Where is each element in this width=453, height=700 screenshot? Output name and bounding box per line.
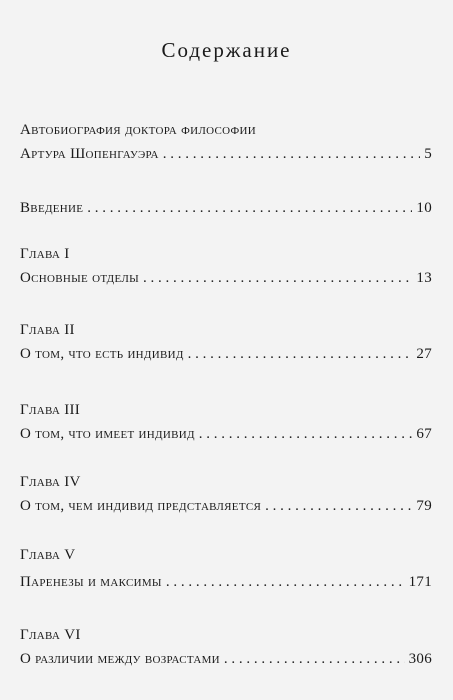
toc-entry-chapter-4[interactable] [20, 498, 432, 515]
dot-leader [143, 270, 412, 287]
dot-leader [188, 346, 413, 363]
toc-entry-chapter-6[interactable] [20, 651, 432, 668]
toc-page-number: 13 [416, 270, 432, 286]
toc-entry-autobiography-line1: Автобиография доктора философии [20, 122, 256, 138]
toc-entry-introduction[interactable] [20, 200, 432, 217]
chapter-label: Глава IV [20, 474, 81, 490]
toc-entry-title: О том, что имеет индивид [20, 426, 195, 442]
toc-entry-title: Основные отделы [20, 270, 140, 286]
toc-page-number: 5 [424, 146, 432, 162]
toc-entry-chapter-5[interactable] [20, 574, 432, 591]
dot-leader [265, 498, 412, 515]
chapter-label: Глава I [20, 246, 70, 262]
dot-leader [166, 574, 405, 591]
dot-leader [199, 426, 413, 443]
toc-page-number: 10 [416, 200, 432, 216]
toc-entry-title: О том, чем индивид представляется [20, 498, 262, 514]
toc-entry-chapter-1[interactable] [20, 270, 432, 287]
toc-page-number: 171 [408, 574, 432, 590]
chapter-label: Глава III [20, 402, 81, 418]
chapter-label: Глава VI [20, 627, 81, 643]
dot-leader [87, 200, 412, 217]
toc-entry-title: Паренезы и максимы [20, 574, 162, 590]
toc-page-number: 27 [416, 346, 432, 362]
chapter-label: Глава II [20, 322, 75, 338]
chapter-label: Глава V [20, 547, 76, 563]
toc-entry-chapter-2[interactable] [20, 346, 432, 363]
toc-entry-title: О различии между возрастами [20, 651, 220, 667]
dot-leader [163, 146, 420, 163]
toc-page-number: 79 [416, 498, 432, 514]
dot-leader [224, 651, 405, 668]
toc-page-number: 306 [408, 651, 432, 667]
toc-entry-title: О том, что есть индивид [20, 346, 184, 362]
toc-entry-title: Артура Шопенгауэра [20, 146, 159, 162]
page-title: Содержание [161, 38, 292, 62]
toc-entry-autobiography[interactable] [20, 146, 432, 163]
toc-entry-title: Введение [20, 200, 84, 216]
toc-page-number: 67 [416, 426, 432, 442]
toc-entry-chapter-3[interactable] [20, 426, 432, 443]
